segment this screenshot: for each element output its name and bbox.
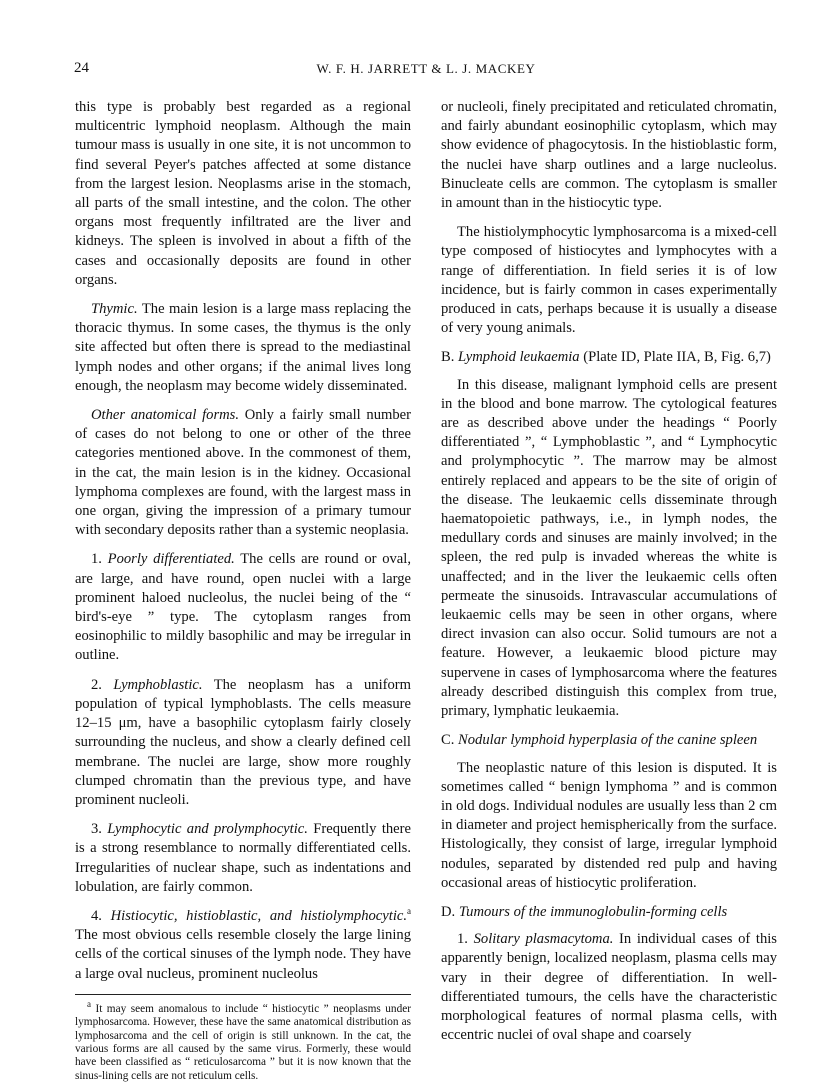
paragraph-thymic xyxy=(75,300,411,396)
footnote xyxy=(75,998,411,1083)
footnote-text: It may seem anomalous to include “ histiocytic ” neoplasms under lymphosarcoma. However, these have the same anatomical distribution as lymphosarcoma and the cell of origin is still unknown. In the cat, the various forms are all caused by the same virus. Formerly, these would have been classified as “ reticulosarcoma ” but it is now known that the sinus-lining cells are not reticulum cells. xyxy=(75,1002,411,1082)
paragraph-other-forms xyxy=(75,406,411,540)
item-body: The neoplasm has a uniform population of typical lymphoblasts. The cells measure 12–15 μm, have a basophilic cytoplasm fairly closely surrounding the nucleus, and show a clearly defined cell membrane. The nuclei are large, show more roughly clumped chromatin than the previous type, and have prominent nucleoli. xyxy=(75,676,412,808)
item-lymphoblastic xyxy=(75,676,411,810)
item-title: Solitary plasmacytoma. xyxy=(473,931,614,948)
section-plate-reference: (Plate ID, Plate IIA, B, Fig. 6,7) xyxy=(579,349,771,366)
paragraph-nodular-hyperplasia: The neoplastic nature of this lesion is disputed. It is sometimes called “ benign lymphoma ” and is common in old dogs. Individual nodules are usually less than 2 cm in diameter and project hemispherically from the surface. Histologically, they consist of large, irregular lymphoid nodules, separated by distended red pulp and having occasional areas of histiocytic proliferation. xyxy=(441,759,777,891)
item-number: 1. xyxy=(457,931,474,948)
other-forms-title: Other anatomical forms. xyxy=(91,407,240,424)
left-column xyxy=(75,98,411,1083)
section-letter: D. xyxy=(441,903,459,920)
item-solitary-plasmacytoma xyxy=(441,930,777,1045)
item-poorly-differentiated xyxy=(75,550,411,665)
section-letter: B. xyxy=(441,349,459,366)
footnote-mark: a xyxy=(87,998,91,1009)
paragraph-histioblastic-cont: or nucleoli, finely precipitated and reticulated chromatin, and fairly abundant eosinophilic cytoplasm, which may show evidence of phagocytosis. In the histioblastic form, the nuclei have sharp outlines and a large nucleolus. Binucleate cells are common. The cytoplasm is smaller in amount than in the histiocytic type. xyxy=(441,99,777,212)
item-title: Lymphocytic and prolymphocytic. xyxy=(107,821,308,838)
section-title: Lymphoid leukaemia xyxy=(458,349,580,366)
item-body: The cells are round or oval, are large, and have round, open nuclei with a large prominent haloed nucleolus, the nuclei being of the “ bird's-eye ” type. The cytoplasm ranges from eosinophilic to mildly basophilic and may be irregular in outline. xyxy=(75,551,411,664)
item-number: 1. xyxy=(91,551,108,568)
item-title: Poorly differentiated. xyxy=(107,551,235,568)
page-number: 24 xyxy=(74,60,89,76)
section-title: Tumours of the immunoglobulin-forming cells xyxy=(458,903,728,920)
section-letter: C. xyxy=(441,732,459,749)
item-body: In individual cases of this apparently benign, localized neoplasm, plasma cells may vary in their degree of differentiation. In well-differentiated tumours, the cells have the characteristic morphological features of normal plasma cells, with eccentric nuclei of oval shape and coarsely xyxy=(441,931,777,1044)
item-body: The most obvious cells resemble closely the large lining cells of the cortical sinuses of the lymph node. They have a large oval nucleus, prominent nucleolus xyxy=(75,927,411,982)
section-heading-c xyxy=(441,731,777,750)
right-column xyxy=(441,98,777,1055)
footnote-divider xyxy=(75,994,411,995)
item-title: Lymphoblastic. xyxy=(113,676,203,693)
item-body: Frequently there is a strong resemblance to normally differentiated cells. Irregularities of nuclear shape, such as indentations and lobulation, are fairly common. xyxy=(75,821,411,895)
item-title: Histiocytic, histioblastic, and histiolymphocytic. xyxy=(110,907,408,924)
item-number: 3. xyxy=(91,821,108,838)
item-number: 4. xyxy=(91,907,111,924)
page-header xyxy=(74,60,778,80)
other-forms-body: Only a fairly small number of cases do not belong to one or other of the three categories mentioned above. In the commonest of them, in the cat, the main lesion is in the kidney. Occasional lymphoma complexes are found, with the largest mass in one organ, giving the impression of a primary tumour with secondary deposits rather than a systemic neoplasia. xyxy=(75,407,411,539)
paragraph-regional-lymphoid: this type is probably best regarded as a regional multicentric lymphoid neoplasm. Although the main tumour mass is usually in one site, it is not uncommon to find several Peyer's patches affected at some distance from the largest lesion. Neoplasms arise in the stomach, all parts of the small intestine, and the colon. The other organs most frequently infiltrated are the liver and kidneys. The spleen is involved in about a fifth of the cases and occasionally deposits are found in other organs. xyxy=(75,99,411,288)
item-lymphocytic xyxy=(75,820,411,897)
item-histiocytic xyxy=(75,907,411,984)
thymic-body: The main lesion is a large mass replacing the thoracic thymus. In some cases, the thymus is the only site affected but often there is spread to the mediastinal lymph nodes and other organs; if the animal lives long enough, the neoplasm may become widely disseminated. xyxy=(75,301,411,394)
paragraph-lymphoid-leukaemia: In this disease, malignant lymphoid cells are present in the blood and bone marrow. The cytological features are as described above under the headings “ Poorly differentiated ”, “ Lymphoblastic ”, and “ Lymphocytic and prolymphocytic ”. The marrow may be almost entirely replaced and appears to be the site of origin of the disease. The leukaemic cells disseminate through haematopoietic pathways, i.e., in lymph nodes, the medullary cords and sinuses are mainly involved; in the spleen, the red pulp is invaded whereas the white is unaffected; and in the liver the leukaemic cells often permeate the sinusoids. Intravascular accumulations of leukaemic cells may be seen in other organs, where direct invasion can also occur. Solid tumours are not a feature. However, a leukaemic blood picture may supervene in cases of lymphosarcoma where the features already described distinguish this complex from true, primary, lymphatic leukaemia. xyxy=(441,376,777,720)
thymic-title: Thymic. xyxy=(91,301,138,318)
running-head-authors: W. F. H. JARRETT & L. J. MACKEY xyxy=(316,61,536,76)
footnote-reference: a xyxy=(407,906,412,917)
section-heading-b xyxy=(441,348,777,367)
section-title: Nodular lymphoid hyperplasia of the canine spleen xyxy=(458,732,758,749)
section-heading-d xyxy=(441,903,777,922)
paragraph-histiolymphocytic: The histiolymphocytic lymphosarcoma is a mixed-cell type composed of histiocytes and lymphocytes with a range of differentiation. In field series it is of low incidence, but is fairly common in cases experimentally produced in cats, perhaps because it is usually a disease of very young animals. xyxy=(441,224,777,337)
item-number: 2. xyxy=(91,676,114,693)
